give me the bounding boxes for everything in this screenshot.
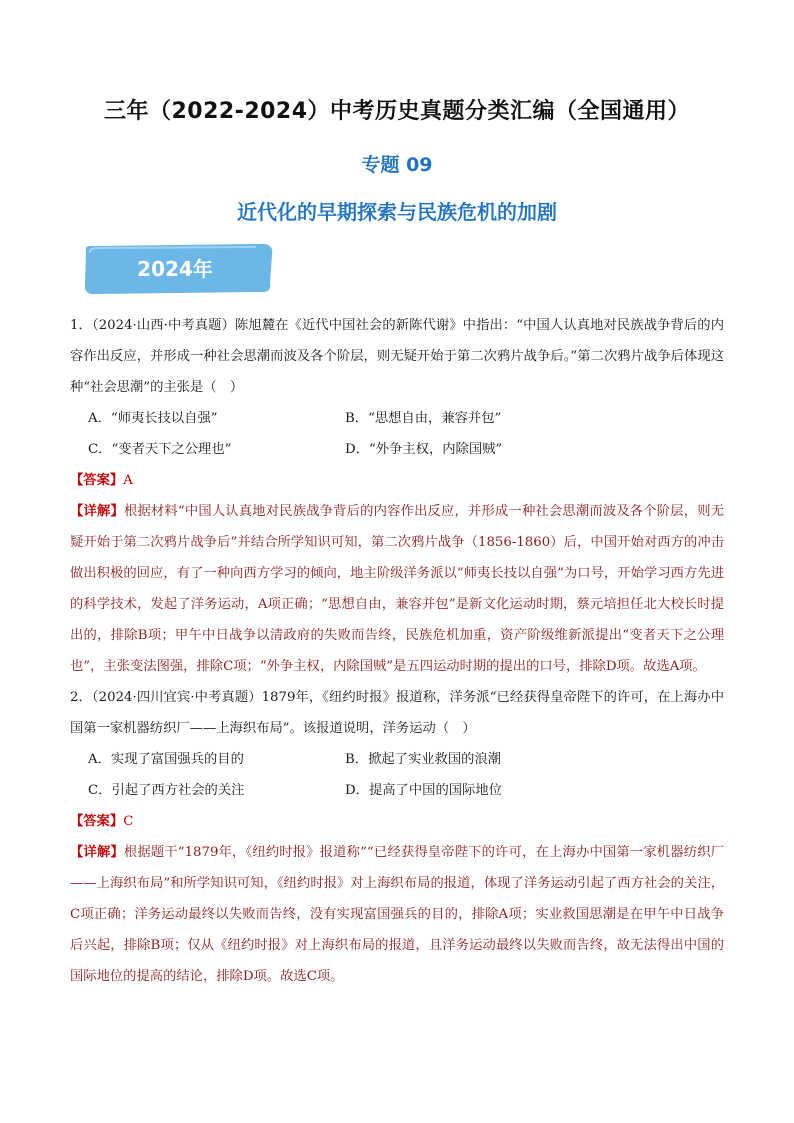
question-number: 2．	[70, 690, 92, 705]
detail-tag: 【详解】	[70, 845, 124, 860]
option-c: C．引起了西方社会的关注	[88, 783, 245, 798]
answer-line	[70, 465, 724, 496]
question-number: 1．	[70, 318, 92, 333]
answer-tag: 【答案】	[70, 814, 124, 829]
question-item	[70, 682, 724, 992]
answer-line	[70, 806, 724, 837]
detail-explanation	[70, 496, 724, 682]
option-a: A．实现了富国强兵的目的	[88, 752, 244, 767]
year-badge	[80, 243, 276, 295]
question-text: （2024·四川宜宾·中考真题）1879年，《纽约时报》报道称，洋务派“已经获得皇帝陛下的许可，在上海办中国第一家机器纺织厂——上海织布局”。该报道说明，洋务运动（ ）	[70, 690, 724, 736]
topic-name: 近代化的早期探索与民族危机的加剧	[237, 200, 557, 224]
year-badge-label: 2024年	[137, 257, 213, 281]
options	[88, 403, 724, 465]
detail-text: 根据材料“中国人认真地对民族战争背后的内容作出反应，并形成一种社会思潮而波及各个阶层，则无疑开始于第二次鸦片战争后”并结合所学知识可知，第二次鸦片战争（1856-1860）后，中国开始对西方的冲击做出积极的回应，有了一种向西方学习的倾向，地主阶级洋务派以“师夷长技以自强”为口号，开始学习西方先进的科学技术，发起了洋务运动，A项正确；“思想自由，兼容并包”是新文化运动时期，蔡元培担任北大校长时提出的，排除B项；甲午中日战争以清政府的失败而告终，民族危机加重，资产阶级维新派提出“变者天下之公理也”，主张变法图强，排除C项；“外争主权，内除国贼”是五四运动时期的提出的口号，排除D项。故选A项。	[70, 504, 725, 674]
question-stem	[70, 682, 724, 744]
topic-number: 专题 09	[361, 154, 433, 176]
question-list	[70, 310, 724, 992]
answer-value: A	[123, 473, 133, 488]
option-b: B．“思想自由，兼容并包”	[345, 411, 502, 426]
option-c: C．“变者天下之公理也”	[88, 442, 232, 457]
page-title: 三年（2022-2024）中考历史真题分类汇编（全国通用）	[103, 99, 691, 124]
answer-value: C	[123, 814, 134, 829]
detail-tag: 【详解】	[70, 504, 124, 519]
option-d: D．提高了中国的国际地位	[345, 783, 502, 798]
question-text: （2024·山西·中考真题）陈旭麓在《近代中国社会的新陈代谢》中指出：“中国人认真地对民族战争背后的内容作出反应，并形成一种社会思潮而波及各个阶层，则无疑开始于第二次鸦片战争后。”第二次鸦片战争后体现这种“社会思潮”的主张是（ ）	[70, 318, 724, 395]
option-a: A．“师夷长技以自强”	[88, 411, 218, 426]
question-item	[70, 310, 724, 682]
options	[88, 744, 724, 806]
detail-text: 根据题干“1879年，《纽约时报》报道称”“已经获得皇帝陛下的许可，在上海办中国第一家机器纺织厂——上海织布局”和所学知识可知，《纽约时报》对上海织布局的报道，体现了洋务运动引起了西方社会的关注，C项正确；洋务运动最终以失败而告终，没有实现富国强兵的目的，排除A项；实业救国思潮是在甲午中日战争后兴起，排除B项；仅从《纽约时报》对上海织布局的报道，且洋务运动最终以失败而告终，故无法得出中国的国际地位的提高的结论，排除D项。故选C项。	[70, 845, 724, 984]
question-stem	[70, 310, 724, 403]
option-b: B．掀起了实业救国的浪潮	[345, 752, 502, 767]
detail-explanation	[70, 837, 724, 992]
option-d: D．“外争主权，内除国贼”	[345, 442, 503, 457]
answer-tag: 【答案】	[70, 473, 124, 488]
